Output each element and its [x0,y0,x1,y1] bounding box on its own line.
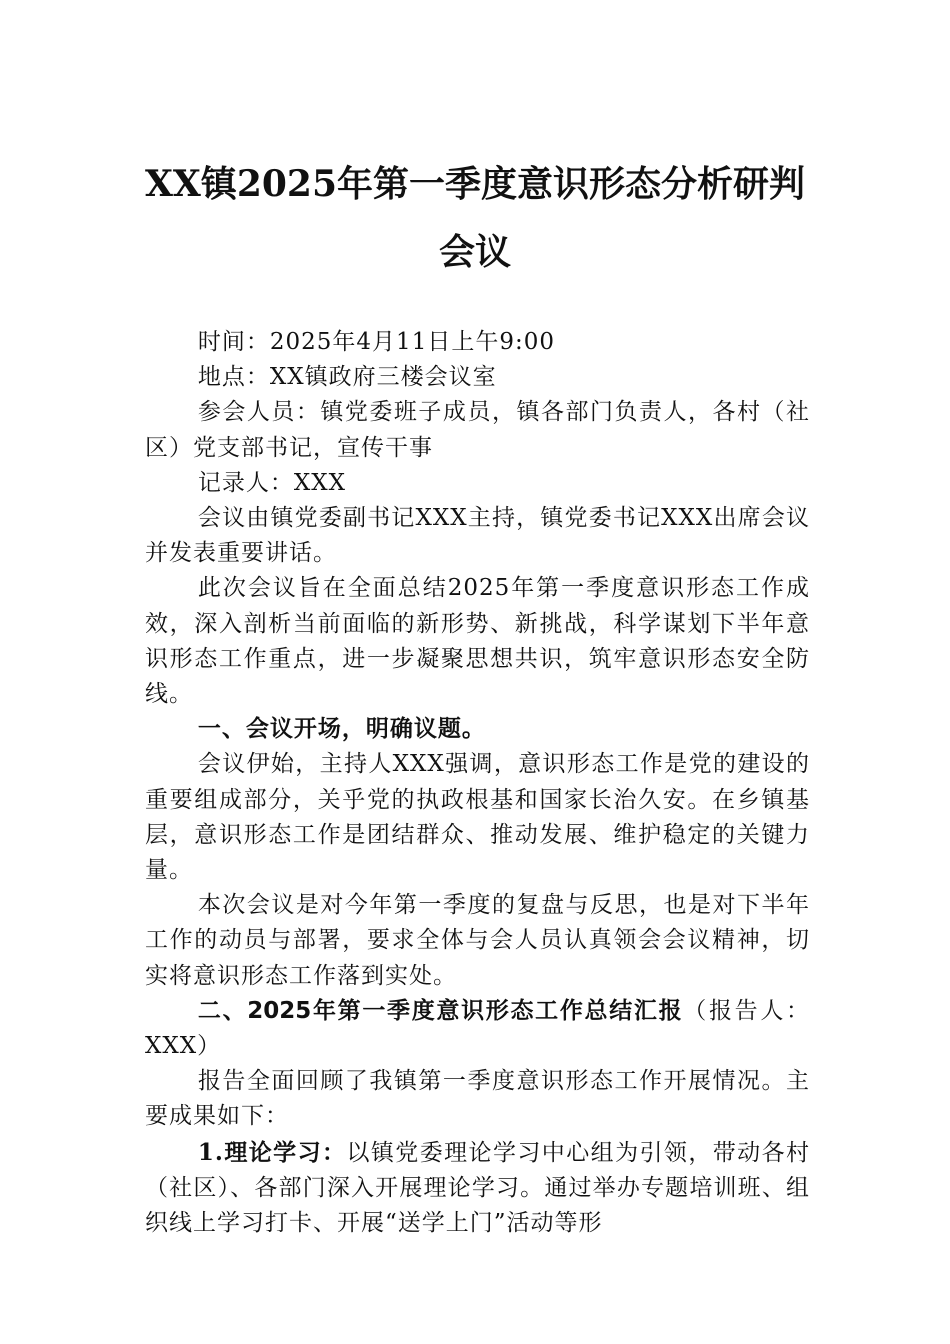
document-title-line-2: 会议 [438,231,511,273]
intro-paragraph-1: 会议由镇党委副书记XXX主持，镇党委书记XXX出席会议并发表重要讲话。 [145,505,810,567]
section-2-paragraph-1: 报告全面回顾了我镇第一季度意识形态工作开展情况。主要成果如下： [145,1068,810,1130]
section-2-reporter: （报告人：XXX） [145,997,811,1060]
item-1-paragraph [145,1135,810,1242]
section-1-paragraph-2: 本次会议是对今年第一季度的复盘与反思，也是对下半年工作的动员与部署，要求全体与会人员认真领会会议精神，切实将意识形态工作落到实处。 [145,892,810,989]
document-title-line-1: XX镇2025年第一季度意识形态分析研判 [144,163,806,205]
intro-paragraph-2: 此次会议旨在全面总结2025年第一季度意识形态工作成效，深入剖析当前面临的新形势、新挑战，科学谋划下半年意识形态工作重点，进一步凝聚思想共识，筑牢意识形态安全防线。 [145,575,810,708]
section-1-paragraph-1: 会议伊始，主持人XXX强调，意识形态工作是党的建设的重要组成部分，关乎党的执政根基和国家长治久安。在乡镇基层，意识形态工作是团结群众、推动发展、维护稳定的关键力量。 [145,751,810,884]
document-body [145,325,810,1241]
section-2-heading-paragraph [145,994,810,1064]
item-1-text: 以镇党委理论学习中心组为引领，带动各村（社区）、各部门深入开展理论学习。通过举办专题培训班、组织线上学习打卡、开展“送学上门”活动等形 [145,1139,811,1237]
meeting-recorder: 记录人：XXX [197,469,347,496]
meeting-location: 地点：XX镇政府三楼会议室 [197,364,497,391]
section-1-heading: 一、会议开场，明确议题。 [197,716,486,743]
meeting-attendees: 参会人员：镇党委班子成员，镇各部门负责人，各村（社区）党支部书记，宣传干事 [145,399,810,461]
item-1-lead: 1.理论学习： [197,1138,347,1166]
meeting-time: 时间：2025年4月11日上午9:00 [197,329,555,355]
section-2-heading: 二、2025年第一季度意识形态工作总结汇报 [197,997,684,1024]
